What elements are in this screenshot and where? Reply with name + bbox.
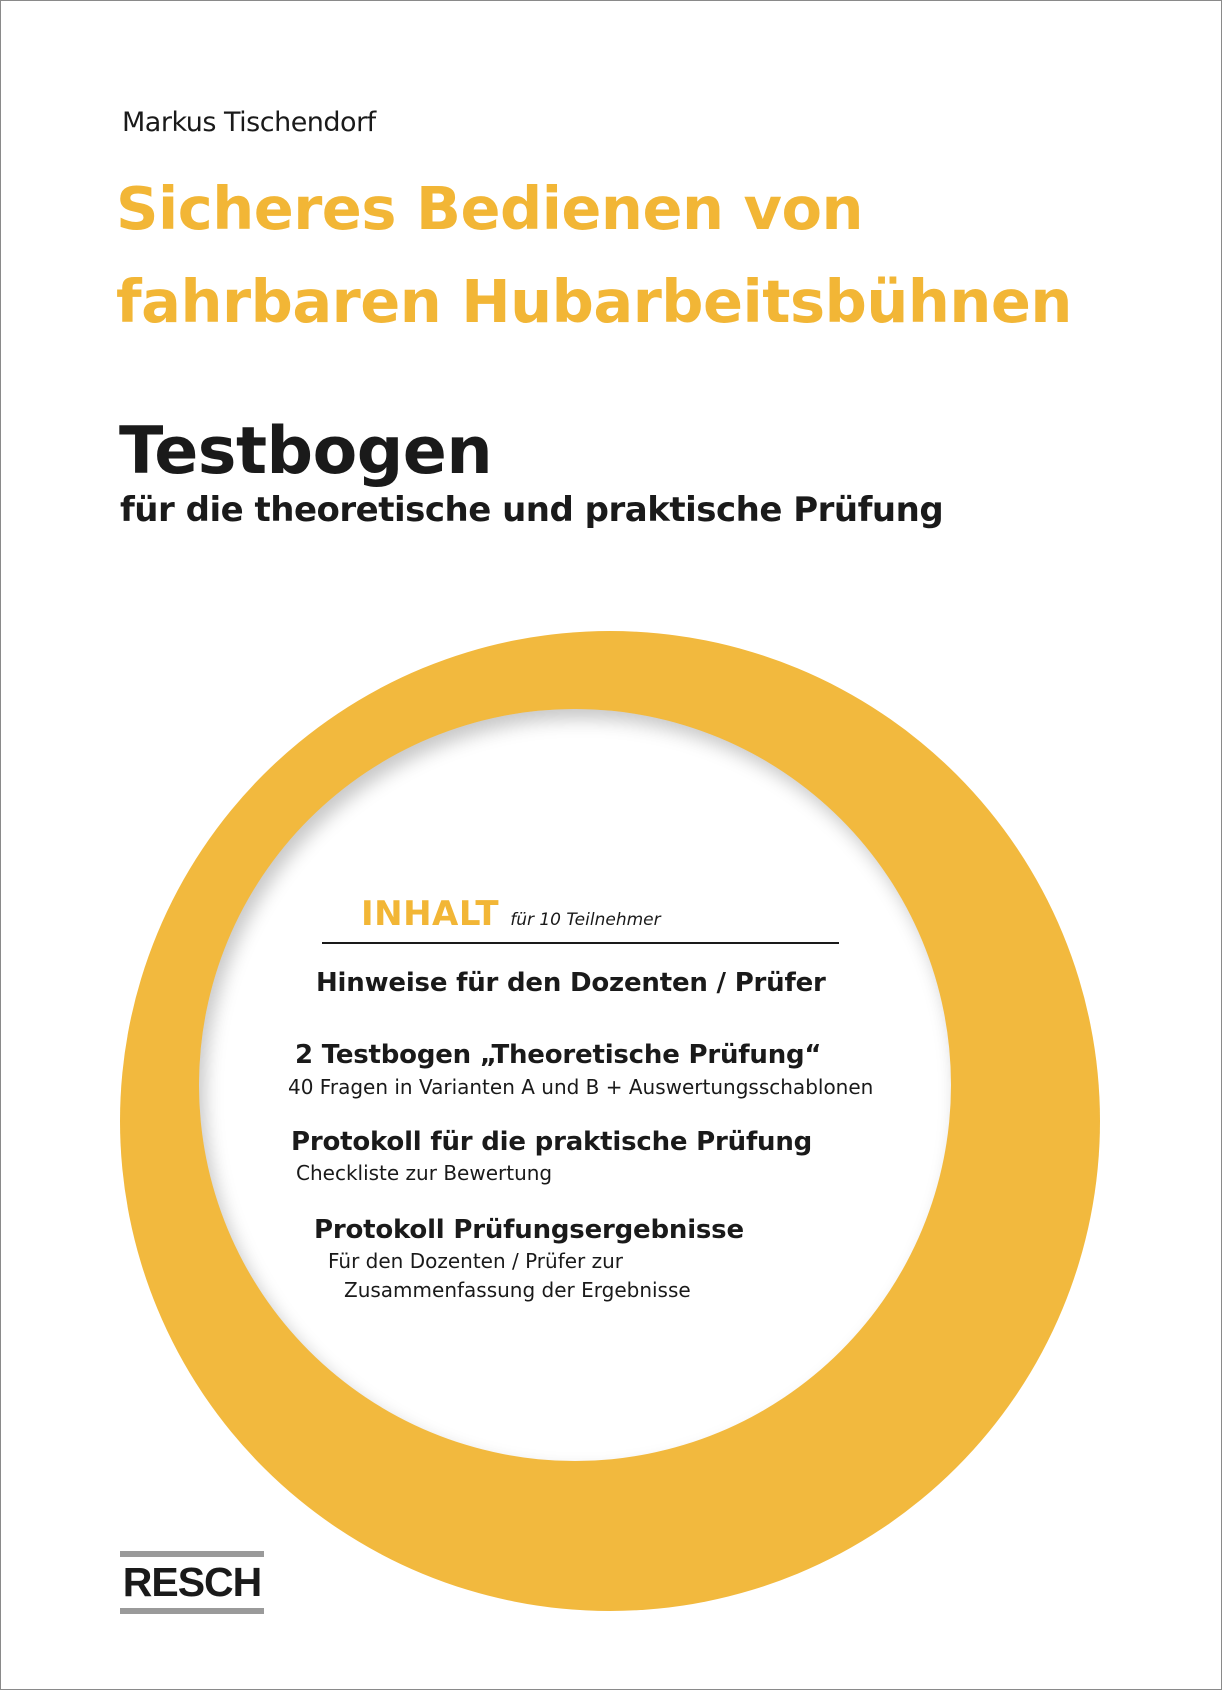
book-title-line-1: Sicheres Bedienen von xyxy=(116,174,863,243)
logo-bar-top xyxy=(120,1551,264,1557)
document-heading: Testbogen xyxy=(119,414,493,489)
document-subheading: für die theoretische und praktische Prüfung xyxy=(120,490,944,530)
publisher-name: RESCH xyxy=(122,1559,262,1605)
contents-entry-title: Hinweise für den Dozenten / Prüfer xyxy=(316,968,826,998)
contents-entry-description: Für den Dozenten / Prüfer zur xyxy=(328,1249,624,1273)
contents-divider xyxy=(322,942,839,944)
contents-note: für 10 Teilnehmer xyxy=(510,910,661,930)
contents-entry-description: Zusammenfassung der Ergebnisse xyxy=(344,1278,691,1302)
contents-entry-description: Checkliste zur Bewertung xyxy=(296,1161,553,1185)
contents-entry-title: Protokoll für die praktische Prüfung xyxy=(291,1127,813,1157)
contents-label: INHALT xyxy=(361,894,500,934)
contents-entry-description: 40 Fragen in Varianten A und B + Auswertungsschablonen xyxy=(288,1075,874,1099)
contents-entry-title: Protokoll Prüfungsergebnisse xyxy=(314,1215,744,1245)
book-title-line-2: fahrbaren Hubarbeitsbühnen xyxy=(116,267,1072,336)
contents-entry-title: 2 Testbogen „Theoretische Prüfung“ xyxy=(295,1040,822,1070)
contents-header xyxy=(361,894,661,934)
publisher-logo xyxy=(120,1551,264,1614)
author-name: Markus Tischendorf xyxy=(122,107,376,138)
logo-bar-bottom xyxy=(120,1608,264,1614)
